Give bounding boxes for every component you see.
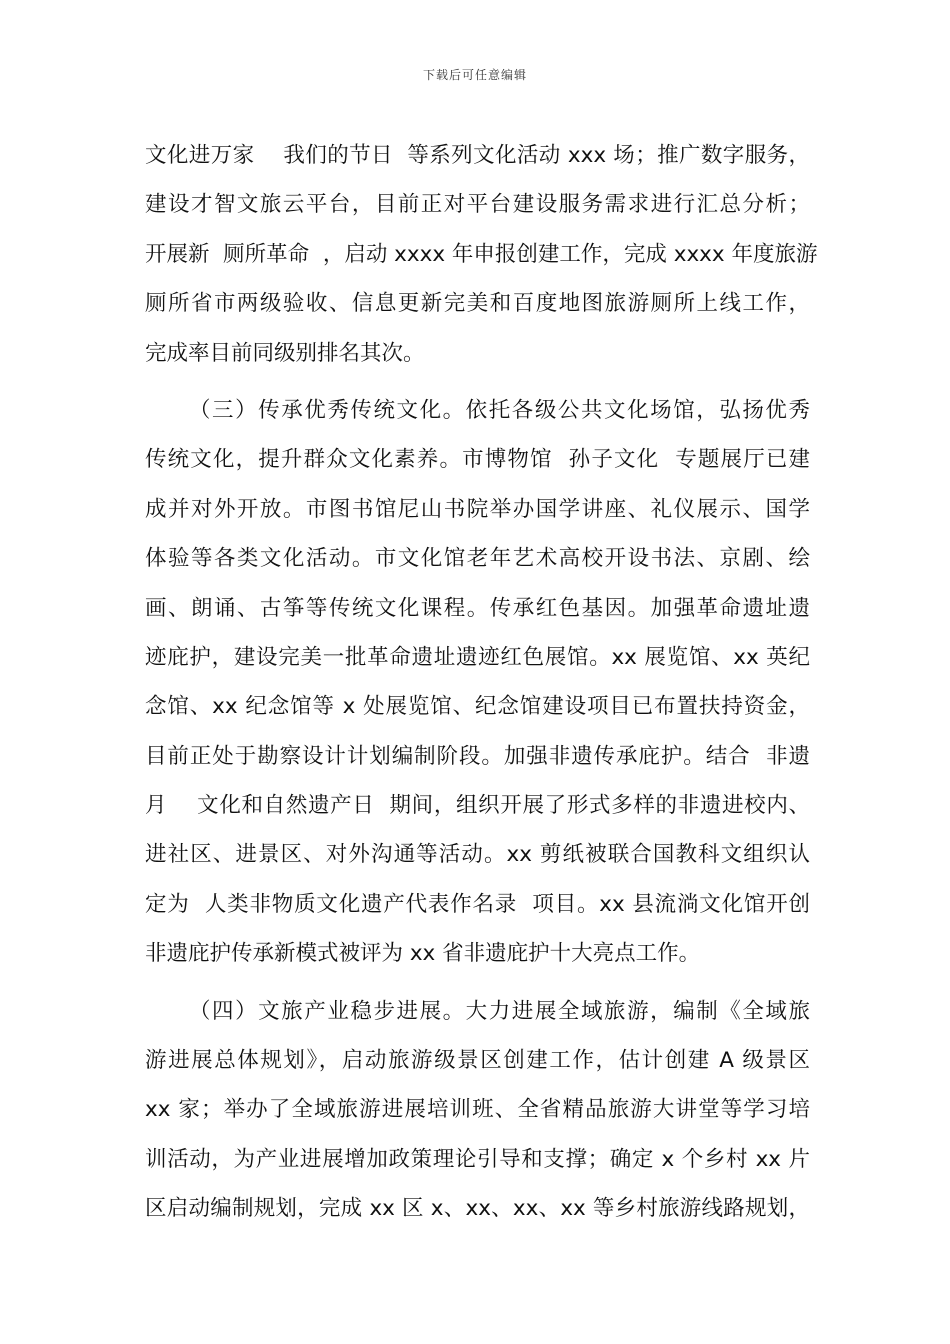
text-line: （四）文旅产业稳步进展。大力进展全域旅游，编制《全域旅 (189, 998, 810, 1024)
text-line: 建设才智文旅云平台，目前正对平台建设服务需求进行汇总分析； (145, 192, 810, 218)
text-line: 念馆、xx 纪念馆等 x 处展览馆、纪念馆建设项目已布置扶持资金， (145, 694, 810, 720)
text-line: 迹庇护，建设完美一批革命遗址遗迹红色展馆。xx 展览馆、xx 英纪 (145, 644, 810, 670)
text-line: 传统文化，提升群众文化素养。市博物馆 孙子文化 专题展厅已建 (145, 447, 810, 473)
text-line: 训活动，为产业进展增加政策理论引导和支撑；确定 x 个乡村 xx 片 (145, 1146, 810, 1172)
text-line: 目前正处于勘察设计计划编制阶段。加强非遗传承庇护。结合 非遗 (145, 743, 810, 769)
text-line: 开展新 厕所革命 ，启动 xxxx 年申报创建工作，完成 xxxx 年度旅游 (145, 241, 818, 267)
text-line: 区启动编制规划，完成 xx 区 x、xx、xx、xx 等乡村旅游线路规划， (145, 1196, 810, 1222)
text-line: 成并对外开放。市图书馆尼山书院举办国学讲座、礼仪展示、国学 (145, 496, 810, 522)
text-line: 游进展总体规划》，启动旅游级景区创建工作，估计创建 A 级景区 (145, 1048, 810, 1074)
text-line: 画、朗诵、古筝等传统文化课程。传承红色基因。加强革命遗址遗 (145, 595, 810, 621)
text-line: 定为 人类非物质文化遗产代表作名录 项目。xx 县流淌文化馆开创 (145, 891, 810, 917)
text-line: 厕所省市两级验收、信息更新完美和百度地图旅游厕所上线工作， (145, 291, 810, 317)
document-body (145, 131, 818, 1234)
text-line: 文化进万家 我们的节日 等系列文化活动 xxx 场；推广数字服务， (145, 143, 810, 168)
page-header-note: 下载后可任意编辑 (422, 68, 527, 82)
text-line: 非遗庇护传承新模式被评为 xx 省非遗庇护十大亮点工作。 (145, 941, 701, 967)
text-line: 体验等各类文化活动。市文化馆老年艺术高校开设书法、京剧、绘 (145, 546, 810, 572)
text-line: （三）传承优秀传统文化。依托各级公共文化场馆，弘扬优秀 (189, 397, 810, 423)
text-line: 完成率目前同级别排名其次。 (145, 340, 425, 366)
text-line: 进社区、进景区、对外沟通等活动。xx 剪纸被联合国教科文组织认 (145, 842, 810, 868)
text-line: 月 文化和自然遗产日 期间，组织开展了形式多样的非遗进校内、 (145, 793, 810, 819)
text-line: xx 家；举办了全域旅游进展培训班、全省精品旅游大讲堂等学习培 (145, 1097, 810, 1123)
